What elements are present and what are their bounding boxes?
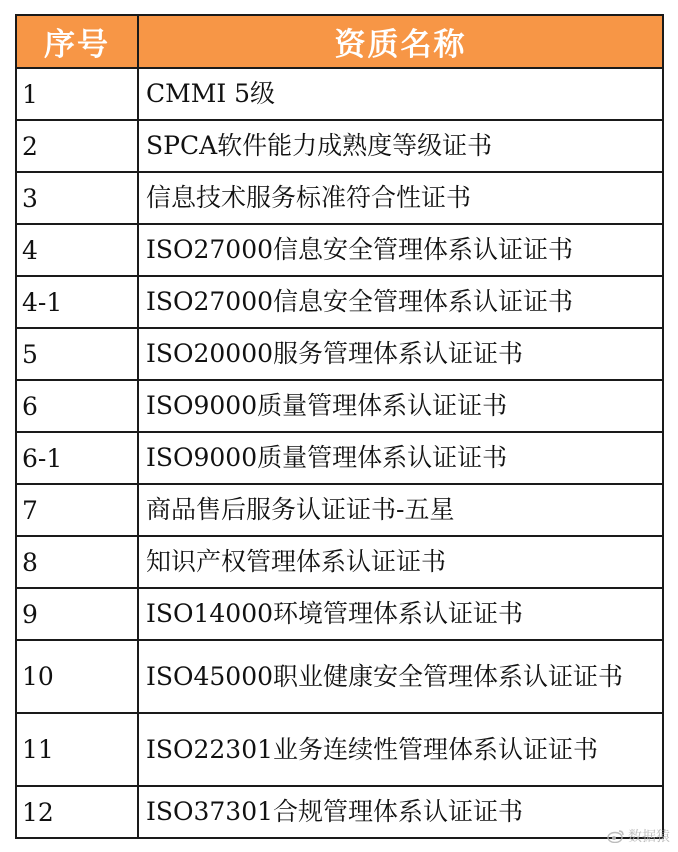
table-row [16, 484, 663, 536]
row-number: 2 [16, 120, 138, 172]
table-row [16, 786, 663, 838]
header-number: 序号 [16, 15, 138, 68]
watermark [607, 826, 670, 846]
row-name: CMMI 5级 [138, 68, 663, 120]
row-number: 12 [16, 786, 138, 838]
row-name: 信息技术服务标准符合性证书 [138, 172, 663, 224]
row-name: SPCA软件能力成熟度等级证书 [138, 120, 663, 172]
table-row [16, 536, 663, 588]
table-row [16, 713, 663, 786]
row-number: 5 [16, 328, 138, 380]
table-row [16, 432, 663, 484]
row-name: ISO20000服务管理体系认证证书 [138, 328, 663, 380]
table-row [16, 224, 663, 276]
table-row [16, 172, 663, 224]
table-row [16, 380, 663, 432]
table-row [16, 276, 663, 328]
row-name: ISO37301合规管理体系认证证书 [138, 786, 663, 838]
table-row [16, 640, 663, 713]
row-number: 8 [16, 536, 138, 588]
row-name: ISO45000职业健康安全管理体系认证证书 [138, 640, 663, 713]
row-name: 商品售后服务认证证书-五星 [138, 484, 663, 536]
row-name: 知识产权管理体系认证证书 [138, 536, 663, 588]
table-row [16, 328, 663, 380]
row-number: 6 [16, 380, 138, 432]
row-number: 1 [16, 68, 138, 120]
row-number: 11 [16, 713, 138, 786]
row-number: 7 [16, 484, 138, 536]
row-number: 6-1 [16, 432, 138, 484]
row-number: 9 [16, 588, 138, 640]
watermark-text: 数据猿 [628, 829, 670, 845]
row-number: 4 [16, 224, 138, 276]
header-name: 资质名称 [138, 15, 663, 68]
qualification-table [15, 14, 664, 839]
weibo-icon [607, 829, 625, 843]
table-row [16, 68, 663, 120]
table-header-row [16, 15, 663, 68]
row-name: ISO27000信息安全管理体系认证证书 [138, 276, 663, 328]
row-number: 4-1 [16, 276, 138, 328]
row-name: ISO14000环境管理体系认证证书 [138, 588, 663, 640]
table-row [16, 120, 663, 172]
row-name: ISO27000信息安全管理体系认证证书 [138, 224, 663, 276]
row-name: ISO9000质量管理体系认证证书 [138, 432, 663, 484]
row-number: 3 [16, 172, 138, 224]
row-name: ISO9000质量管理体系认证证书 [138, 380, 663, 432]
row-name: ISO22301业务连续性管理体系认证证书 [138, 713, 663, 786]
row-number: 10 [16, 640, 138, 713]
table-row [16, 588, 663, 640]
